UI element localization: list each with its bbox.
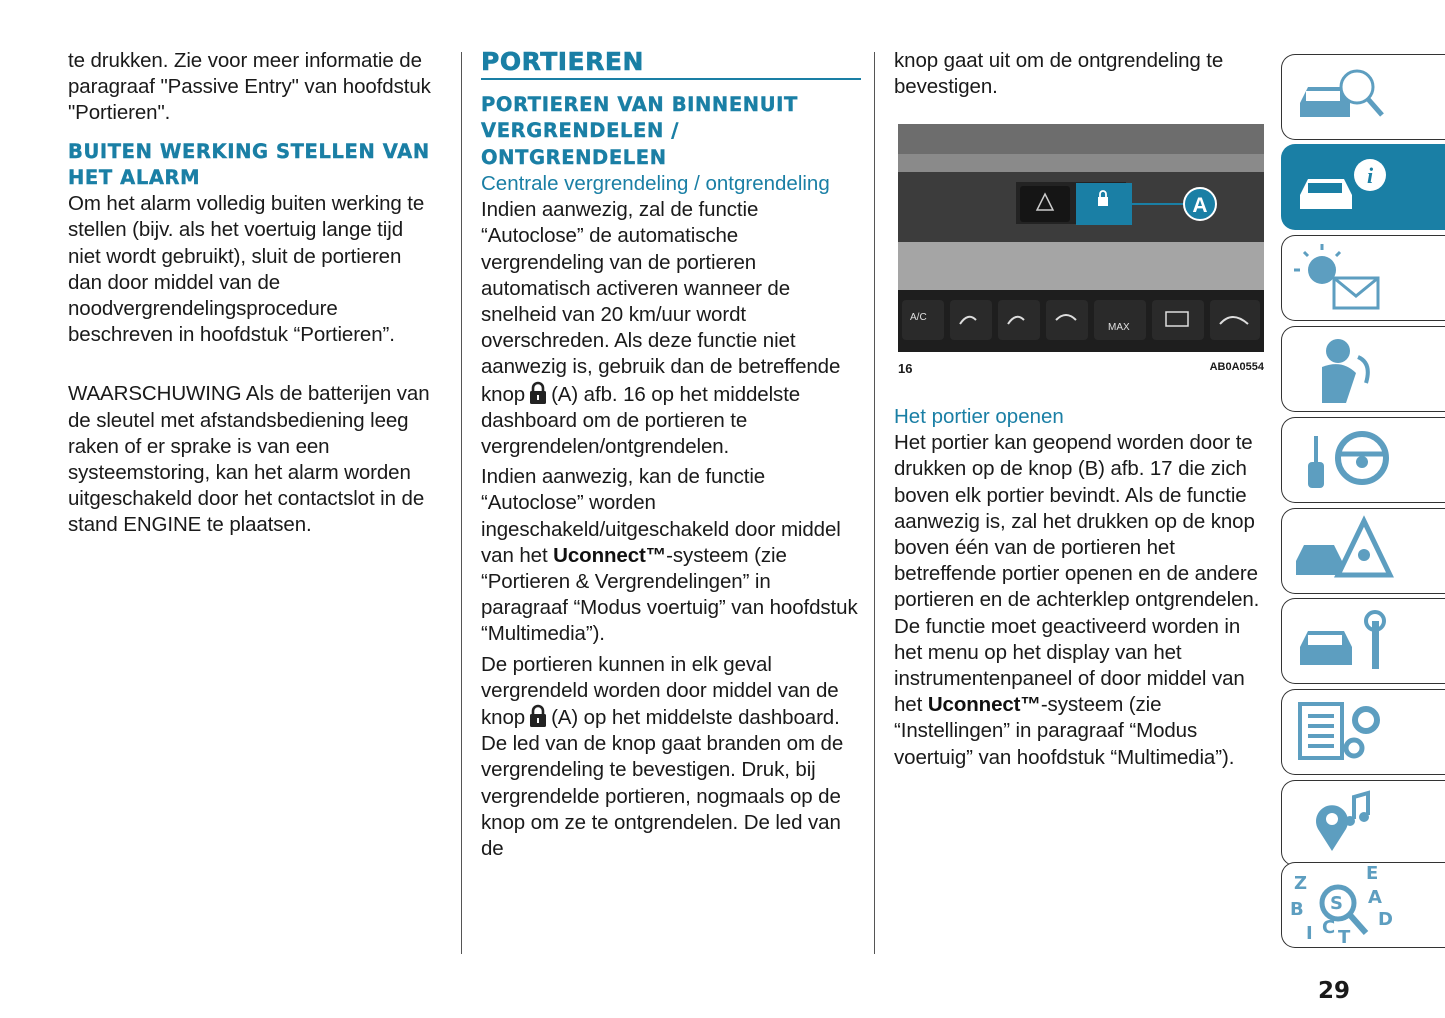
index-letter: A bbox=[1368, 887, 1382, 908]
index-letter: S bbox=[1330, 893, 1343, 914]
multimedia-music-icon bbox=[1282, 781, 1402, 865]
paragraph: knop gaat uit om de ontgrendeling te bevestigen. bbox=[894, 49, 1224, 99]
lock-icon bbox=[529, 704, 547, 728]
tab-emergency[interactable] bbox=[1281, 508, 1445, 594]
figure-code: AB0A0554 bbox=[1209, 361, 1264, 373]
index-letter: D bbox=[1378, 909, 1393, 930]
tab-index[interactable] bbox=[1281, 862, 1445, 948]
index-letter: I bbox=[1306, 923, 1313, 944]
column-right bbox=[894, 48, 1264, 100]
airbag-seat-icon bbox=[1282, 327, 1402, 411]
column-divider bbox=[461, 52, 462, 954]
key-steering-wheel-icon bbox=[1282, 418, 1402, 502]
paragraph: Om het alarm volledig buiten werking te stellen (bijv. als het voertuig lange tijd niet wordt gebruikt), sluit de portieren dan door middel van de noodvergrendelingsprocedure beschreven in hoofdstuk “Portieren”. bbox=[68, 192, 425, 347]
column-middle bbox=[481, 48, 861, 862]
dashboard-photo bbox=[898, 124, 1264, 352]
light-message-icon bbox=[1282, 236, 1402, 320]
ac-button-label: A/C bbox=[910, 312, 927, 323]
figure-number: 16 bbox=[898, 361, 913, 376]
figure-callout-label: A bbox=[1192, 194, 1208, 217]
column-right-lower bbox=[894, 404, 1264, 771]
index-letter: C bbox=[1322, 917, 1336, 938]
column-left bbox=[68, 48, 438, 539]
car-search-icon bbox=[1282, 55, 1402, 139]
tab-technical-data[interactable] bbox=[1281, 689, 1445, 775]
section-heading: BUITEN WERKING STELLEN VAN HET ALARM bbox=[68, 139, 430, 189]
tab-starting-driving[interactable] bbox=[1281, 417, 1445, 503]
tab-safety[interactable] bbox=[1281, 326, 1445, 412]
paragraph: Het portier kan geopend worden door te drukken op de knop (B) afb. 17 die zich boven elk portier bevindt. Als de functie aanwezig is, zal het drukken op de knop boven één van de portieren het betreffende portier openen en de andere portieren en de achterklep ontgrendelen. De functie moet geactiveerd worden in het menu op het display van het instrumentenpaneel of door middel van het Uconnect™-systeem (zie “Instellingen” in paragraaf “Modus voertuig” van hoofdstuk “Multimedia”). bbox=[894, 431, 1260, 769]
index-letter: B bbox=[1290, 899, 1304, 920]
tab-multimedia[interactable] bbox=[1281, 780, 1445, 866]
paragraph: Indien aanwezig, zal de functie “Autoclose” de automatische vergrendeling van de portieren automatisch activeren wanneer de snelheid van 20 km/uur wordt overschreden. Als deze functie niet aanwezig is, gebruik dan de betreffende knop (A) afb. 16 op het middelste dashboard om de portieren te vergrendelen/ontgrendelen. bbox=[481, 198, 841, 458]
subsection-heading: Het portier openen bbox=[894, 405, 1064, 428]
tab-maintenance[interactable] bbox=[1281, 598, 1445, 684]
svg-text:i: i bbox=[1366, 163, 1374, 188]
chapter-heading-bar bbox=[481, 48, 861, 80]
dashboard-illustration bbox=[898, 124, 1264, 352]
lock-icon bbox=[529, 381, 547, 405]
car-wrench-icon bbox=[1282, 599, 1402, 683]
brand-name: Uconnect™ bbox=[553, 543, 667, 567]
brand-name: Uconnect™ bbox=[927, 693, 1041, 717]
index-letter: T bbox=[1338, 927, 1351, 947]
column-divider bbox=[874, 52, 875, 954]
index-letter: E bbox=[1366, 863, 1379, 884]
tab-lights-messages[interactable] bbox=[1281, 235, 1445, 321]
subsection-heading: Centrale vergrendeling / ontgrendeling bbox=[481, 171, 830, 195]
index-search-icon bbox=[1282, 863, 1402, 947]
page-number: 29 bbox=[1318, 978, 1351, 1004]
car-warning-icon bbox=[1282, 509, 1402, 593]
specs-gear-icon bbox=[1282, 690, 1402, 774]
tab-car-search[interactable] bbox=[1281, 54, 1445, 140]
max-button-label: MAX bbox=[1108, 322, 1130, 333]
paragraph: De portieren kunnen in elk geval vergrendeld worden door middel van de knop (A) op het middelste dashboard. De led van de knop gaat branden om de vergrendeling te bevestigen. Druk, bij vergrendelde portieren, nogmaals op de knop om ze te ontgrendelen. De led van de bbox=[481, 652, 844, 860]
warning-paragraph: WAARSCHUWING Als de batterijen van de sleutel met afstandsbediening leeg raken of er sprake is van een systeemstoring, kan het alarm worden uitgeschakeld door het contactslot in de stand ENGINE te plaatsen. bbox=[68, 382, 430, 537]
paragraph: Indien aanwezig, kan de functie “Autoclose” worden ingeschakeld/uitgeschakeld door middel van het Uconnect™-systeem (zie “Portieren & Vergrendelingen” in paragraaf “Modus voertuig” van hoofdstuk “Multimedia”). bbox=[481, 465, 858, 646]
section-heading: PORTIEREN VAN BINNENUIT VERGRENDELEN / ONTGRENDELEN bbox=[481, 93, 798, 169]
index-letter: Z bbox=[1294, 873, 1308, 894]
figure-caption bbox=[898, 361, 1264, 376]
car-info-icon bbox=[1282, 145, 1402, 229]
tab-car-info[interactable] bbox=[1281, 144, 1445, 230]
paragraph: te drukken. Zie voor meer informatie de paragraaf "Passive Entry" van hoofdstuk "Portieren". bbox=[68, 49, 431, 125]
chapter-title: PORTIEREN bbox=[481, 47, 644, 76]
